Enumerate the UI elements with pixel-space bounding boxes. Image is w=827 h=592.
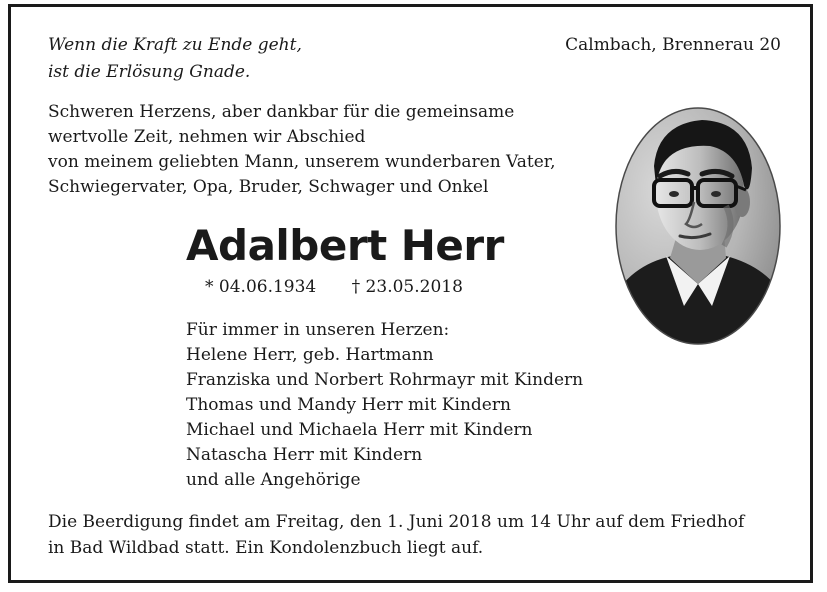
survivors-line: Michael und Michaela Herr mit Kindern	[186, 420, 533, 440]
survivors-line: und alle Angehörige	[186, 470, 361, 490]
funeral-line: in Bad Wildbad statt. Ein Kondolenzbuch liegt auf.	[48, 538, 484, 558]
survivors-line: Helene Herr, geb. Hartmann	[186, 345, 434, 365]
death-date: † 23.05.2018	[351, 277, 463, 297]
survivors-line: Für immer in unseren Herzen:	[186, 320, 450, 340]
intro-line: wertvolle Zeit, nehmen wir Abschied	[48, 127, 366, 147]
survivors-list	[186, 318, 583, 493]
survivors-line: Thomas und Mandy Herr mit Kindern	[186, 395, 511, 415]
motto-quote	[48, 32, 302, 86]
funeral-notice	[48, 509, 744, 561]
motto-line: Wenn die Kraft zu Ende geht,	[48, 35, 302, 55]
motto-line: ist die Erlösung Gnade.	[48, 62, 251, 82]
survivors-line: Franziska und Norbert Rohrmayr mit Kindern	[186, 370, 584, 390]
intro-line: Schwiegervater, Opa, Bruder, Schwager und Onkel	[48, 177, 489, 197]
intro-line: Schweren Herzens, aber dankbar für die gemeinsame	[48, 102, 515, 122]
life-dates	[205, 275, 463, 299]
intro-line: von meinem geliebten Mann, unserem wunderbaren Vater,	[48, 152, 556, 172]
family-address: Calmbach, Brennerau 20	[565, 35, 781, 55]
birth-date: * 04.06.1934	[205, 277, 317, 297]
survivors-line: Natascha Herr mit Kindern	[186, 445, 423, 465]
deceased-name: Adalbert Herr	[186, 221, 504, 270]
intro-text	[48, 100, 555, 200]
portrait-photo-icon	[614, 106, 782, 346]
funeral-line: Die Beerdigung findet am Freitag, den 1. Juni 2018 um 14 Uhr auf dem Friedhof	[48, 512, 745, 532]
